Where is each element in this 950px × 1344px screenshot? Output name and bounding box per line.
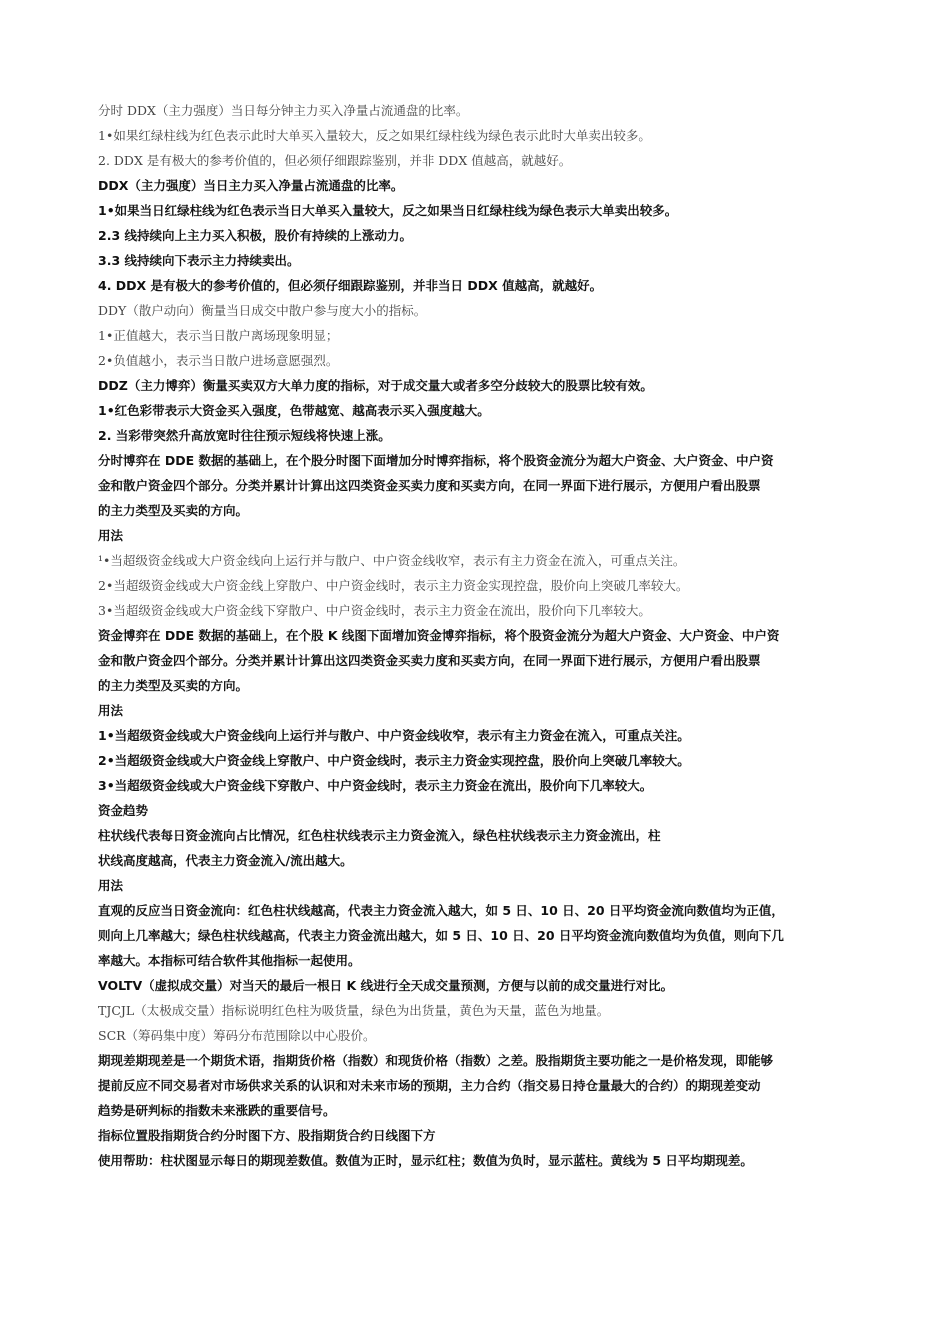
text-line: 1•正值越大，表示当日散户离场现象明显； (98, 328, 339, 343)
text-line: DDZ（主力博弈）衡量买卖双方大单力度的指标，对于成交量大或者多空分歧较大的股票比较有效。 (98, 378, 653, 393)
text-line: 使用帮助：柱状图显示每日的期现差数值。数值为正时，显示红柱；数值为负时，显示蓝柱。黄线为 5 日平均期现差。 (98, 1153, 753, 1168)
section-heading: 用法 (98, 878, 124, 893)
section-heading: 用法 (98, 703, 124, 718)
text-line: 期现差期现差是一个期货术语，指期货价格（指数）和现货价格（指数）之差。股指期货主要功能之一是价格发现，即能够 (98, 1053, 774, 1068)
text-line: 则向上几率越大；绿色柱状线越高，代表主力资金流出越大，如 5 日、10 日、20 日平均资金流向数值均为负值，则向下几 (98, 928, 784, 943)
text-line: ¹•当超级资金线或大户资金线向上运行并与散户、中户资金线收窄，表示有主力资金在流入，可重点关注。 (98, 553, 686, 568)
text-line: 柱状线代表每日资金流向占比情况，红色柱状线表示主力资金流入，绿色柱状线表示主力资金流出，柱 (98, 828, 661, 843)
text-line: 2•当超级资金线或大户资金线上穿散户、中户资金线时，表示主力资金实现控盘，股价向上突破几率较大。 (98, 578, 689, 593)
text-line: 直观的反应当日资金流向：红色柱状线越高，代表主力资金流入越大，如 5 日、10 日、20 日平均资金流向数值均为正值， (98, 903, 784, 918)
text-line: SCR（筹码集中度）筹码分布范围除以中心股价。 (98, 1028, 376, 1043)
text-line: 状线高度越高，代表主力资金流入/流出越大。 (98, 853, 353, 868)
section-heading: 用法 (98, 528, 124, 543)
text-line: 3•当超级资金线或大户资金线下穿散户、中户资金线时，表示主力资金在流出，股价向下几率较大。 (98, 603, 651, 618)
text-line: 2•负值越小，表示当日散户进场意愿强烈。 (98, 353, 339, 368)
text-line: 金和散户资金四个部分。分类并累计计算出这四类资金买卖力度和买卖方向，在同一界面下进行展示，方便用户看出股票 (98, 478, 761, 493)
text-line: 的主力类型及买卖的方向。 (98, 678, 249, 693)
text-line: 1•当超级资金线或大户资金线向上运行并与散户、中户资金线收窄，表示有主力资金在流入，可重点关注。 (98, 728, 690, 743)
text-line: 金和散户资金四个部分。分类并累计计算出这四类资金买卖力度和买卖方向，在同一界面下进行展示，方便用户看出股票 (98, 653, 761, 668)
text-line: 2. 当彩带突然升高放宽时往往预示短线将快速上涨。 (98, 428, 391, 443)
text-line: 2•当超级资金线或大户资金线上穿散户、中户资金线时，表示主力资金实现控盘，股价向上突破几率较大。 (98, 753, 690, 768)
text-line: 1•如果红绿柱线为红色表示此时大单买入量较大，反之如果红绿柱线为绿色表示此时大单卖出较多。 (98, 128, 651, 143)
text-line: 提前反应不同交易者对市场供求关系的认识和对未来市场的预期，主力合约（指交易日持仓量最大的合约）的期现差变动 (98, 1078, 761, 1093)
text-line: 1•红色彩带表示大资金买入强度，色带越宽、越高表示买入强度越大。 (98, 403, 490, 418)
text-line: TJCJL（太极成交量）指标说明红色柱为吸货量，绿色为出货量，黄色为天量，蓝色为地量。 (98, 1003, 610, 1018)
text-line: 的主力类型及买卖的方向。 (98, 503, 249, 518)
text-line: 1•如果当日红绿柱线为红色表示当日大单买入量较大，反之如果当日红绿柱线为绿色表示大单卖出较多。 (98, 203, 678, 218)
text-line: 资金博弈在 DDE 数据的基础上，在个股 K 线图下面增加资金博弈指标，将个股资金流分为超大户资金、大户资金、中户资 (98, 628, 780, 643)
section-heading: 资金趋势 (98, 803, 149, 818)
text-line: 趋势是研判标的指数未来涨跌的重要信号。 (98, 1103, 336, 1118)
text-line: 分时博弈在 DDE 数据的基础上，在个股分时图下面增加分时博弈指标，将个股资金流分为超大户资金、大户资金、中户资 (98, 453, 774, 468)
text-line: DDY（散户动向）衡量当日成交中散户参与度大小的指标。 (98, 303, 427, 318)
text-line: 4. DDX 是有极大的参考价值的，但必须仔细跟踪鉴别，并非当日 DDX 值越高，就越好。 (98, 278, 603, 293)
text-line: VOLTV（虚拟成交量）对当天的最后一根日 K 线进行全天成交量预测，方便与以前的成交量进行对比。 (98, 978, 674, 993)
text-line: 分时 DDX（主力强度）当日每分钟主力买入净量占流通盘的比率。 (98, 103, 469, 118)
text-line: 3.3 线持续向下表示主力持续卖出。 (98, 253, 300, 268)
text-line: DDX（主力强度）当日主力买入净量占流通盘的比率。 (98, 178, 404, 193)
text-line: 指标位置股指期货合约分时图下方、股指期货合约日线图下方 (98, 1128, 436, 1143)
text-line: 2.3 线持续向上主力买入积极，股价有持续的上涨动力。 (98, 228, 412, 243)
text-line: 率越大。本指标可结合软件其他指标一起使用。 (98, 953, 361, 968)
text-line: 2. DDX 是有极大的参考价值的，但必须仔细跟踪鉴别，并非 DDX 值越高，就越好。 (98, 153, 572, 168)
text-line: 3•当超级资金线或大户资金线下穿散户、中户资金线时，表示主力资金在流出，股价向下几率较大。 (98, 778, 653, 793)
